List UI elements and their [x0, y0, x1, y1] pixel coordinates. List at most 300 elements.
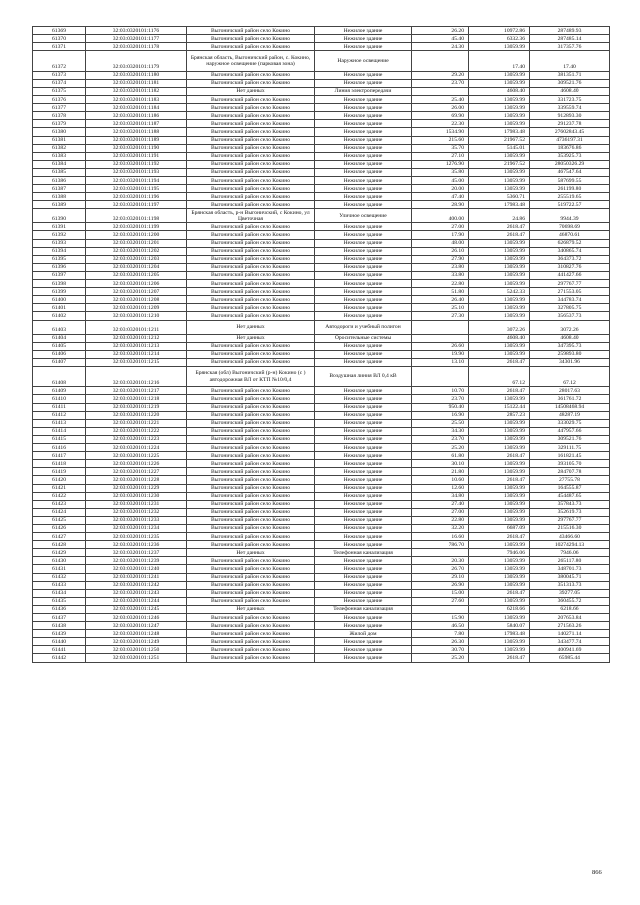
unit-value-cell: 2618.47	[469, 476, 530, 484]
cadastral-number-cell: 32:03:0320101:1214	[86, 350, 187, 358]
row-number-cell: 61424	[33, 508, 86, 516]
row-number-cell: 61416	[33, 444, 86, 452]
row-number-cell: 61440	[33, 638, 86, 646]
address-cell: Выгоничский район село Кокино	[187, 35, 315, 43]
cadastral-number-cell: 32:03:0320101:1216	[86, 366, 187, 387]
object-type-cell: Нежилое здание	[315, 597, 412, 605]
cadastral-number-cell: 32:03:0320101:1226	[86, 460, 187, 468]
cadastral-number-cell: 32:03:0320101:1217	[86, 387, 187, 395]
row-number-cell: 61407	[33, 358, 86, 366]
address-cell: Выгоничский район село Кокино	[187, 255, 315, 263]
object-type-cell: Нежилое здание	[315, 581, 412, 589]
cadastral-value-cell: 161821.45	[530, 452, 610, 460]
unit-value-cell: 13059.99	[469, 508, 530, 516]
table-row	[33, 508, 610, 516]
object-type-cell: Автодороги и учебный полигон	[315, 320, 412, 334]
row-number-cell: 61400	[33, 296, 86, 304]
unit-value-cell: 3072.26	[469, 320, 530, 334]
cadastral-number-cell: 32:03:0320101:1199	[86, 223, 187, 231]
unit-value-cell: 5360.71	[469, 193, 530, 201]
row-number-cell: 61379	[33, 120, 86, 128]
table-row	[33, 524, 610, 532]
area-cell: 25.20	[412, 654, 469, 662]
address-cell: Выгоничский район село Кокино	[187, 231, 315, 239]
unit-value-cell: 4608.40	[469, 334, 530, 342]
cadastral-number-cell: 32:03:0320101:1246	[86, 614, 187, 622]
cadastral-value-cell: 34301.96	[530, 358, 610, 366]
unit-value-cell: 13059.99	[469, 350, 530, 358]
cadastral-value-cell: 519722.57	[530, 201, 610, 209]
unit-value-cell: 15122.44	[469, 403, 530, 411]
cadastral-value-cell: 348701.73	[530, 565, 610, 573]
table-row	[33, 79, 610, 87]
cadastral-value-cell: 351313.73	[530, 581, 610, 589]
address-cell: Выгоничский район село Кокино	[187, 71, 315, 79]
object-type-cell: Нежилое здание	[315, 231, 412, 239]
cadastral-value-cell: 467547.64	[530, 168, 610, 176]
area-cell: 29.10	[412, 573, 469, 581]
area-cell: 1276.90	[412, 160, 469, 168]
object-type-cell: Нежилое здание	[315, 419, 412, 427]
cadastral-value-cell: 364373.72	[530, 255, 610, 263]
area-cell: 25.20	[412, 444, 469, 452]
area-cell: 19.90	[412, 350, 469, 358]
row-number-cell: 61436	[33, 605, 86, 613]
table-row	[33, 646, 610, 654]
object-type-cell: Нежилое здание	[315, 435, 412, 443]
area-cell: 13.10	[412, 358, 469, 366]
row-number-cell: 61423	[33, 500, 86, 508]
table-row	[33, 630, 610, 638]
row-number-cell: 61413	[33, 419, 86, 427]
area-cell: 23.70	[412, 395, 469, 403]
row-number-cell: 61408	[33, 366, 86, 387]
table-row	[33, 112, 610, 120]
object-type-cell: Нежилое здание	[315, 395, 412, 403]
table-row	[33, 468, 610, 476]
address-cell: Нет данных	[187, 320, 315, 334]
table-row	[33, 597, 610, 605]
cadastral-value-cell: 284707.78	[530, 468, 610, 476]
table-row	[33, 239, 610, 247]
unit-value-cell: 5840.07	[469, 622, 530, 630]
area-cell: 46.50	[412, 622, 469, 630]
unit-value-cell: 13059.99	[469, 541, 530, 549]
table-row	[33, 271, 610, 279]
unit-value-cell: 24.86	[469, 209, 530, 223]
table-row	[33, 255, 610, 263]
row-number-cell: 61425	[33, 516, 86, 524]
cadastral-number-cell: 32:03:0320101:1235	[86, 533, 187, 541]
row-number-cell: 61414	[33, 427, 86, 435]
area-cell: 26.60	[412, 342, 469, 350]
row-number-cell: 61383	[33, 152, 86, 160]
address-cell: Выгоничский район село Кокино	[187, 144, 315, 152]
cadastral-value-cell: 140271.14	[530, 630, 610, 638]
object-type-cell: Телефонная канализация	[315, 605, 412, 613]
object-type-cell: Воздушная линия ВЛ 0,4 кВ	[315, 366, 412, 387]
cadastral-value-cell: 353925.73	[530, 152, 610, 160]
row-number-cell: 61435	[33, 597, 86, 605]
table-row	[33, 185, 610, 193]
cadastral-value-cell: 333029.75	[530, 419, 610, 427]
address-cell: Выгоничский район село Кокино	[187, 419, 315, 427]
table-row	[33, 614, 610, 622]
address-cell: Выгоничский район село Кокино	[187, 280, 315, 288]
cadastral-number-cell: 32:03:0320101:1230	[86, 492, 187, 500]
cadastral-value-cell: 343477.74	[530, 638, 610, 646]
address-cell: Нет данных	[187, 87, 315, 95]
cadastral-number-cell: 32:03:0320101:1221	[86, 419, 187, 427]
cadastral-value-cell: 380045.71	[530, 573, 610, 581]
table-row	[33, 177, 610, 185]
cadastral-value-cell: 4736197.31	[530, 136, 610, 144]
row-number-cell: 61393	[33, 239, 86, 247]
address-cell: Выгоничский район село Кокино	[187, 638, 315, 646]
address-cell: Выгоничский район село Кокино	[187, 168, 315, 176]
object-type-cell: Нежилое здание	[315, 533, 412, 541]
table-row	[33, 476, 610, 484]
unit-value-cell: 13059.99	[469, 557, 530, 565]
cadastral-number-cell: 32:03:0320101:1201	[86, 239, 187, 247]
cadastral-number-cell: 32:03:0320101:1228	[86, 476, 187, 484]
row-number-cell: 61370	[33, 35, 86, 43]
address-cell: Выгоничский район село Кокино	[187, 387, 315, 395]
unit-value-cell: 13059.99	[469, 419, 530, 427]
object-type-cell: Нежилое здание	[315, 247, 412, 255]
address-cell: Выгоничский район село Кокино	[187, 79, 315, 87]
address-cell: Выгоничский район село Кокино	[187, 185, 315, 193]
address-cell: Выгоничский район село Кокино	[187, 581, 315, 589]
cadastral-number-cell: 32:03:0320101:1243	[86, 589, 187, 597]
row-number-cell: 61439	[33, 630, 86, 638]
cadastral-number-cell: 32:03:0320101:1184	[86, 104, 187, 112]
cadastral-number-cell: 32:03:0320101:1176	[86, 27, 187, 35]
object-type-cell: Уличное освещение	[315, 209, 412, 223]
object-type-cell: Нежилое здание	[315, 312, 412, 320]
cadastral-number-cell: 32:03:0320101:1211	[86, 320, 187, 334]
table-row	[33, 288, 610, 296]
cadastral-number-cell: 32:03:0320101:1232	[86, 508, 187, 516]
unit-value-cell: 13059.99	[469, 492, 530, 500]
area-cell: 16.90	[412, 411, 469, 419]
object-type-cell: Оросительные системы	[315, 334, 412, 342]
unit-value-cell: 13059.99	[469, 255, 530, 263]
object-type-cell: Нежилое здание	[315, 177, 412, 185]
object-type-cell: Нежилое здание	[315, 160, 412, 168]
cadastral-value-cell: 4608.40	[530, 334, 610, 342]
unit-value-cell: 17983.48	[469, 128, 530, 136]
cadastral-number-cell: 32:03:0320101:1206	[86, 280, 187, 288]
table-row	[33, 581, 610, 589]
cadastral-value-cell: 329111.75	[530, 444, 610, 452]
cadastral-number-cell: 32:03:0320101:1229	[86, 484, 187, 492]
object-type-cell: Нежилое здание	[315, 589, 412, 597]
row-number-cell: 61380	[33, 128, 86, 136]
address-cell: Выгоничский район село Кокино	[187, 193, 315, 201]
area-cell: 27.90	[412, 255, 469, 263]
address-cell: Выгоничский район село Кокино	[187, 160, 315, 168]
address-cell: Выгоничский район село Кокино	[187, 557, 315, 565]
address-cell: Выгоничский район село Кокино	[187, 500, 315, 508]
table-row	[33, 419, 610, 427]
area-cell: 16.60	[412, 533, 469, 541]
table-row	[33, 350, 610, 358]
address-cell: Выгоничский район село Кокино	[187, 411, 315, 419]
unit-value-cell: 17983.48	[469, 201, 530, 209]
unit-value-cell: 13059.99	[469, 239, 530, 247]
unit-value-cell: 13059.99	[469, 177, 530, 185]
object-type-cell: Нежилое здание	[315, 387, 412, 395]
unit-value-cell: 13059.99	[469, 565, 530, 573]
cadastral-value-cell: 4608.40	[530, 87, 610, 95]
object-type-cell: Нежилое здание	[315, 79, 412, 87]
row-number-cell: 61421	[33, 484, 86, 492]
row-number-cell: 61373	[33, 71, 86, 79]
cadastral-value-cell: 46870.61	[530, 231, 610, 239]
page-number: 866	[592, 869, 602, 876]
cadastral-value-cell: 357843.73	[530, 500, 610, 508]
cadastral-value-cell: 361761.72	[530, 395, 610, 403]
cadastral-value-cell: 215516.30	[530, 524, 610, 532]
cadastral-number-cell: 32:03:0320101:1187	[86, 120, 187, 128]
area-cell: 35.70	[412, 144, 469, 152]
object-type-cell: Телефонная канализация	[315, 549, 412, 557]
area-cell: 28.90	[412, 201, 469, 209]
area-cell	[412, 87, 469, 95]
area-cell: 12.60	[412, 484, 469, 492]
table-row	[33, 411, 610, 419]
unit-value-cell: 5145.01	[469, 144, 530, 152]
cadastral-number-cell: 32:03:0320101:1236	[86, 541, 187, 549]
address-cell: Выгоничский район село Кокино	[187, 476, 315, 484]
unit-value-cell: 13059.99	[469, 43, 530, 51]
cadastral-value-cell: 65985.44	[530, 654, 610, 662]
cadastral-value-cell: 297767.77	[530, 516, 610, 524]
unit-value-cell: 7946.06	[469, 549, 530, 557]
cadastral-number-cell: 32:03:0320101:1188	[86, 128, 187, 136]
unit-value-cell: 13059.99	[469, 296, 530, 304]
unit-value-cell: 13059.99	[469, 646, 530, 654]
address-cell: Выгоничский район село Кокино	[187, 177, 315, 185]
unit-value-cell: 13059.99	[469, 263, 530, 271]
unit-value-cell: 13059.99	[469, 435, 530, 443]
unit-value-cell: 13059.99	[469, 427, 530, 435]
table-row	[33, 160, 610, 168]
unit-value-cell: 13059.99	[469, 638, 530, 646]
cadastral-value-cell: 261199.80	[530, 185, 610, 193]
area-cell: 22.80	[412, 280, 469, 288]
unit-value-cell: 21967.52	[469, 136, 530, 144]
address-cell: Выгоничский район село Кокино	[187, 654, 315, 662]
cadastral-value-cell: 259893.80	[530, 350, 610, 358]
unit-value-cell: 2618.47	[469, 654, 530, 662]
object-type-cell: Нежилое здание	[315, 296, 412, 304]
cadastral-value-cell: 291237.78	[530, 120, 610, 128]
row-number-cell: 61375	[33, 87, 86, 95]
object-type-cell: Нежилое здание	[315, 427, 412, 435]
table-row	[33, 589, 610, 597]
area-cell: 48.00	[412, 239, 469, 247]
object-type-cell: Нежилое здание	[315, 280, 412, 288]
object-type-cell: Нежилое здание	[315, 96, 412, 104]
row-number-cell: 61415	[33, 435, 86, 443]
address-cell: Выгоничский район село Кокино	[187, 516, 315, 524]
address-cell: Выгоничский район село Кокино	[187, 460, 315, 468]
table-row	[33, 366, 610, 387]
address-cell: Выгоничский район село Кокино	[187, 43, 315, 51]
unit-value-cell: 2857.23	[469, 411, 530, 419]
table-row	[33, 304, 610, 312]
cadastral-value-cell: 400941.69	[530, 646, 610, 654]
row-number-cell: 61398	[33, 280, 86, 288]
object-type-cell: Нежилое здание	[315, 484, 412, 492]
address-cell: Выгоничский район село Кокино	[187, 468, 315, 476]
cadastral-value-cell: 347395.73	[530, 342, 610, 350]
object-type-cell: Нежилое здание	[315, 622, 412, 630]
cadastral-number-cell: 32:03:0320101:1241	[86, 573, 187, 581]
cadastral-number-cell: 32:03:0320101:1207	[86, 288, 187, 296]
table-row	[33, 120, 610, 128]
area-cell: 34.80	[412, 492, 469, 500]
object-type-cell: Нежилое здание	[315, 646, 412, 654]
cadastral-value-cell: 10274294.13	[530, 541, 610, 549]
cadastral-value-cell: 381351.71	[530, 71, 610, 79]
address-cell: Выгоничский район село Кокино	[187, 296, 315, 304]
address-cell: Выгоничский район село Кокино	[187, 27, 315, 35]
address-cell: Нет данных	[187, 605, 315, 613]
row-number-cell: 61418	[33, 460, 86, 468]
address-cell: Выгоничский район село Кокино	[187, 614, 315, 622]
unit-value-cell: 13059.99	[469, 484, 530, 492]
unit-value-cell: 13059.99	[469, 468, 530, 476]
table-row	[33, 444, 610, 452]
row-number-cell: 61438	[33, 622, 86, 630]
object-type-cell: Нежилое здание	[315, 144, 412, 152]
cadastral-number-cell: 32:03:0320101:1247	[86, 622, 187, 630]
cadastral-value-cell: 352619.73	[530, 508, 610, 516]
cadastral-number-cell: 32:03:0320101:1186	[86, 112, 187, 120]
address-cell: Выгоничский район село Кокино	[187, 312, 315, 320]
table-row	[33, 395, 610, 403]
area-cell: 10.60	[412, 476, 469, 484]
area-cell: 25.50	[412, 419, 469, 427]
cadastral-number-cell: 32:03:0320101:1202	[86, 247, 187, 255]
area-cell: 26.20	[412, 27, 469, 35]
area-cell: 34.30	[412, 427, 469, 435]
cadastral-number-cell: 32:03:0320101:1178	[86, 43, 187, 51]
row-number-cell: 61404	[33, 334, 86, 342]
row-number-cell: 61377	[33, 104, 86, 112]
area-cell: 27.10	[412, 152, 469, 160]
table-row	[33, 427, 610, 435]
table-row	[33, 565, 610, 573]
cadastral-value-cell: 183676.86	[530, 144, 610, 152]
address-cell: Выгоничский район село Кокино	[187, 136, 315, 144]
cadastral-value-cell: 447957.66	[530, 427, 610, 435]
row-number-cell: 61417	[33, 452, 86, 460]
unit-value-cell: 2618.47	[469, 589, 530, 597]
row-number-cell: 61426	[33, 524, 86, 532]
area-cell: 29.20	[412, 71, 469, 79]
area-cell: 15.90	[412, 614, 469, 622]
object-type-cell: Нежилое здание	[315, 524, 412, 532]
unit-value-cell: 13059.99	[469, 395, 530, 403]
cadastral-number-cell: 32:03:0320101:1240	[86, 565, 187, 573]
cadastral-value-cell: 27602843.45	[530, 128, 610, 136]
cadastral-number-cell: 32:03:0320101:1209	[86, 304, 187, 312]
cadastral-number-cell: 32:03:0320101:1205	[86, 271, 187, 279]
address-cell: Выгоничский район село Кокино	[187, 427, 315, 435]
area-cell: 27.30	[412, 312, 469, 320]
object-type-cell: Нежилое здание	[315, 468, 412, 476]
address-cell: Выгоничский район село Кокино	[187, 128, 315, 136]
row-number-cell: 61411	[33, 403, 86, 411]
object-type-cell: Нежилое здание	[315, 557, 412, 565]
cadastral-value-cell: 360455.72	[530, 597, 610, 605]
table-row	[33, 35, 610, 43]
table-row	[33, 549, 610, 557]
address-cell: Выгоничский район село Кокино	[187, 573, 315, 581]
cadastral-value-cell: 626879.52	[530, 239, 610, 247]
row-number-cell: 61374	[33, 79, 86, 87]
cadastral-number-cell: 32:03:0320101:1215	[86, 358, 187, 366]
address-cell: Брянская область, Выгоничский район, с. Кокино, наружное освещение (парковая зона)	[187, 51, 315, 72]
address-cell: Выгоничский район село Кокино	[187, 452, 315, 460]
row-number-cell: 61422	[33, 492, 86, 500]
cadastral-value-cell: 331723.75	[530, 96, 610, 104]
row-number-cell: 61406	[33, 350, 86, 358]
area-cell: 215.60	[412, 136, 469, 144]
object-type-cell: Нежилое здание	[315, 565, 412, 573]
unit-value-cell: 13059.99	[469, 71, 530, 79]
object-type-cell: Нежилое здание	[315, 112, 412, 120]
cadastral-value-cell: 344783.74	[530, 296, 610, 304]
object-type-cell: Нежилое здание	[315, 152, 412, 160]
object-type-cell: Нежилое здание	[315, 460, 412, 468]
row-number-cell: 61403	[33, 320, 86, 334]
cadastral-value-cell: 39277.05	[530, 589, 610, 597]
address-cell: Выгоничский район село Кокино	[187, 96, 315, 104]
cadastral-number-cell: 32:03:0320101:1212	[86, 334, 187, 342]
area-cell: 27.00	[412, 223, 469, 231]
address-cell: Выгоничский район село Кокино	[187, 201, 315, 209]
cadastral-number-cell: 32:03:0320101:1233	[86, 516, 187, 524]
cadastral-number-cell: 32:03:0320101:1198	[86, 209, 187, 223]
unit-value-cell: 13059.99	[469, 112, 530, 120]
cadastral-number-cell: 32:03:0320101:1237	[86, 549, 187, 557]
table-row	[33, 452, 610, 460]
object-type-cell: Нежилое здание	[315, 508, 412, 516]
table-row	[33, 223, 610, 231]
address-cell: Выгоничский район село Кокино	[187, 492, 315, 500]
cadastral-number-cell: 32:03:0320101:1218	[86, 395, 187, 403]
area-cell: 27.00	[412, 508, 469, 516]
row-number-cell: 61442	[33, 654, 86, 662]
unit-value-cell: 13059.99	[469, 614, 530, 622]
object-type-cell: Линия электропередачи	[315, 87, 412, 95]
table-row	[33, 541, 610, 549]
object-type-cell: Нежилое здание	[315, 500, 412, 508]
unit-value-cell: 6687.09	[469, 524, 530, 532]
unit-value-cell: 13059.99	[469, 516, 530, 524]
table-row	[33, 342, 610, 350]
address-cell: Выгоничский район село Кокино	[187, 524, 315, 532]
object-type-cell: Нежилое здание	[315, 255, 412, 263]
area-cell: 26.90	[412, 581, 469, 589]
cadastral-number-cell: 32:03:0320101:1197	[86, 201, 187, 209]
area-cell: 23.70	[412, 79, 469, 87]
